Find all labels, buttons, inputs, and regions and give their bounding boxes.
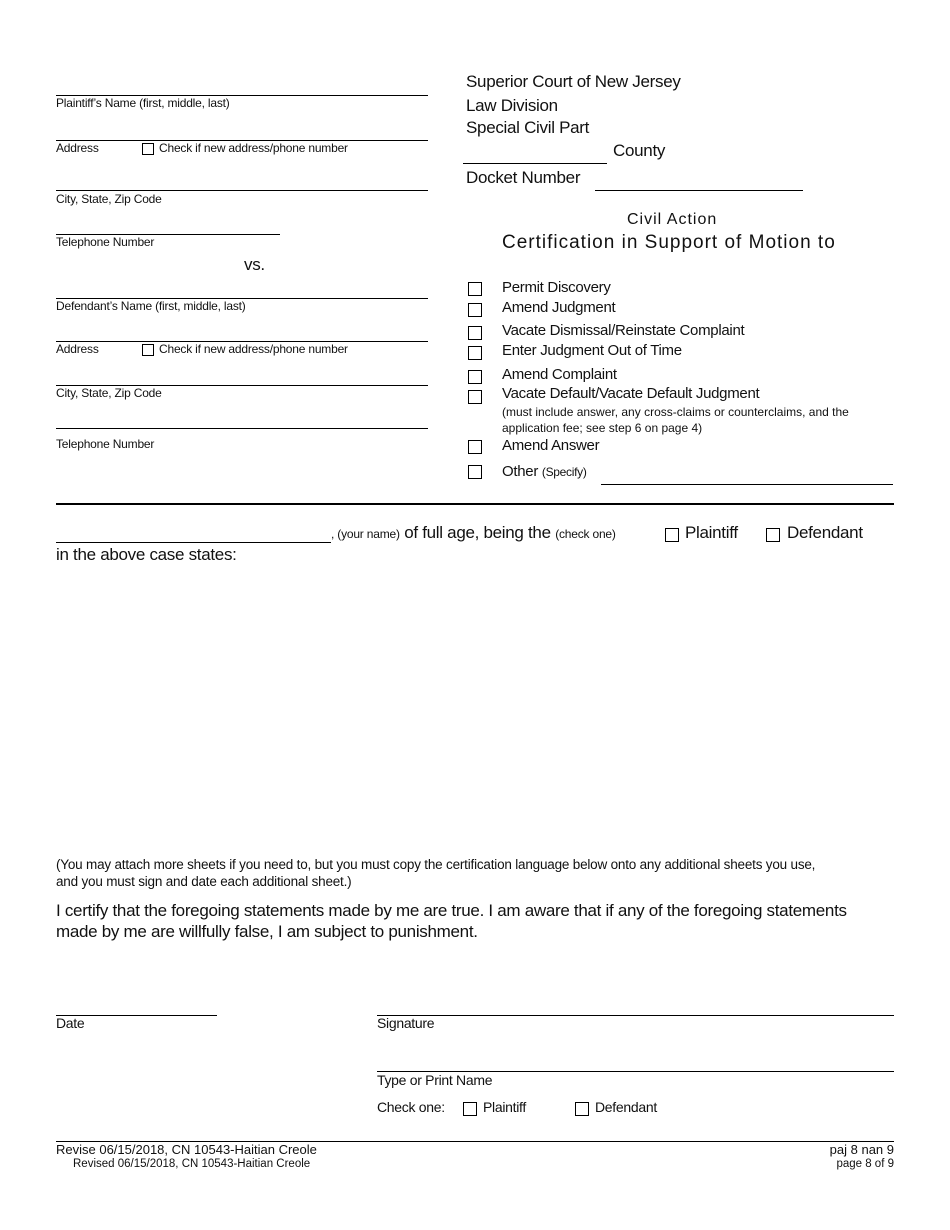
signer-plaintiff-label: Plaintiff — [483, 1099, 526, 1115]
certification-text — [56, 900, 847, 942]
vacate-default-note-2: application fee; see step 6 on page 4) — [502, 421, 703, 435]
statement-plaintiff-checkbox[interactable] — [665, 528, 679, 542]
attach-note-line-2: and you must sign and date each additional sheet.) — [56, 874, 352, 889]
vacate-default-note-1: (must include answer, any cross-claims or counterclaims, and the — [502, 405, 849, 419]
plaintiff-address-label: Address — [56, 141, 99, 155]
docket-number-field[interactable] — [595, 190, 803, 191]
statement-defendant-label: Defendant — [787, 523, 863, 542]
amend-answer-checkbox[interactable] — [468, 440, 482, 454]
defendant-phone-field[interactable] — [56, 428, 428, 429]
signer-defendant-label: Defendant — [595, 1099, 657, 1115]
defendant-phone-label: Telephone Number — [56, 437, 155, 451]
certification-line-2: made by me are willfully false, I am subject to punishment. — [56, 922, 478, 941]
attach-note-line-1: (You may attach more sheets if you need to, but you must copy the certification language below onto any additional sheets you use, — [56, 857, 816, 872]
plaintiff-name-label: Plaintiff’s Name (first, middle, last) — [56, 96, 230, 110]
your-name-field[interactable] — [56, 542, 331, 543]
check-one-hint: (check one) — [555, 527, 616, 541]
enter-judgment-checkbox[interactable] — [468, 346, 482, 360]
footer-revision-creole: Revise 06/15/2018, CN 10543-Haitian Creole — [56, 1142, 317, 1157]
your-name-hint: , (your name) — [331, 527, 400, 541]
versus-label: vs. — [244, 255, 265, 274]
date-label: Date — [56, 1015, 85, 1031]
docket-label: Docket Number — [466, 168, 581, 187]
plaintiff-city-label: City, State, Zip Code — [56, 192, 162, 206]
plaintiff-phone-label: Telephone Number — [56, 235, 155, 249]
footer-page-creole: paj 8 nan 9 — [829, 1142, 894, 1157]
vacate-dismissal-checkbox[interactable] — [468, 326, 482, 340]
vacate-default-label: Vacate Default/Vacate Default Judgment — [502, 385, 760, 402]
motion-title: Certification in Support of Motion to — [502, 232, 836, 253]
amend-judgment-label: Amend Judgment — [502, 299, 616, 316]
court-part: Special Civil Part — [466, 118, 590, 137]
other-text: Other — [502, 463, 539, 480]
signer-plaintiff-checkbox[interactable] — [463, 1102, 477, 1116]
civil-action-label: Civil Action — [627, 211, 718, 228]
enter-judgment-label: Enter Judgment Out of Time — [502, 342, 682, 359]
full-age-text: of full age, being the — [404, 523, 551, 542]
court-division: Law Division — [466, 96, 558, 115]
amend-judgment-checkbox[interactable] — [468, 303, 482, 317]
plaintiff-new-address-label: Check if new address/phone number — [159, 141, 348, 155]
check-one-label: Check one: — [377, 1099, 445, 1115]
signature-field[interactable] — [377, 1015, 894, 1016]
attach-note — [56, 856, 815, 890]
plaintiff-new-address-checkbox[interactable] — [142, 143, 154, 155]
permit-discovery-checkbox[interactable] — [468, 282, 482, 296]
signer-defendant-checkbox[interactable] — [575, 1102, 589, 1116]
signature-label: Signature — [377, 1015, 435, 1031]
other-specify-field[interactable] — [601, 484, 893, 485]
certification-line-1: I certify that the foregoing statements made by me are true. I am aware that if any of the foregoing statements — [56, 901, 847, 920]
statement-plaintiff-label: Plaintiff — [685, 523, 738, 542]
statement-defendant-checkbox[interactable] — [766, 528, 780, 542]
section-divider — [56, 503, 894, 505]
defendant-city-label: City, State, Zip Code — [56, 386, 162, 400]
defendant-name-label: Defendant’s Name (first, middle, last) — [56, 299, 246, 313]
vacate-dismissal-label: Vacate Dismissal/Reinstate Complaint — [502, 322, 745, 339]
vacate-default-checkbox[interactable] — [468, 390, 482, 404]
amend-answer-label: Amend Answer — [502, 437, 600, 454]
footer-revision-english: Revised 06/15/2018, CN 10543-Haitian Creole — [73, 1158, 311, 1170]
defendant-new-address-label: Check if new address/phone number — [159, 342, 348, 356]
county-field[interactable] — [463, 163, 607, 164]
statement-line — [331, 523, 616, 543]
amend-complaint-checkbox[interactable] — [468, 370, 482, 384]
defendant-address-label: Address — [56, 342, 99, 356]
other-specify-hint: (Specify) — [541, 465, 587, 479]
defendant-new-address-checkbox[interactable] — [142, 344, 154, 356]
case-states-text: in the above case states: — [56, 545, 237, 564]
other-checkbox[interactable] — [468, 465, 482, 479]
footer-page-english: page 8 of 9 — [836, 1158, 894, 1170]
print-name-label: Type or Print Name — [377, 1072, 493, 1088]
permit-discovery-label: Permit Discovery — [502, 279, 611, 296]
plaintiff-city-field[interactable] — [56, 190, 428, 191]
other-label — [502, 463, 587, 480]
statement-body-area[interactable] — [56, 570, 894, 840]
court-name: Superior Court of New Jersey — [466, 72, 681, 91]
amend-complaint-label: Amend Complaint — [502, 366, 617, 383]
county-label: County — [613, 141, 666, 160]
